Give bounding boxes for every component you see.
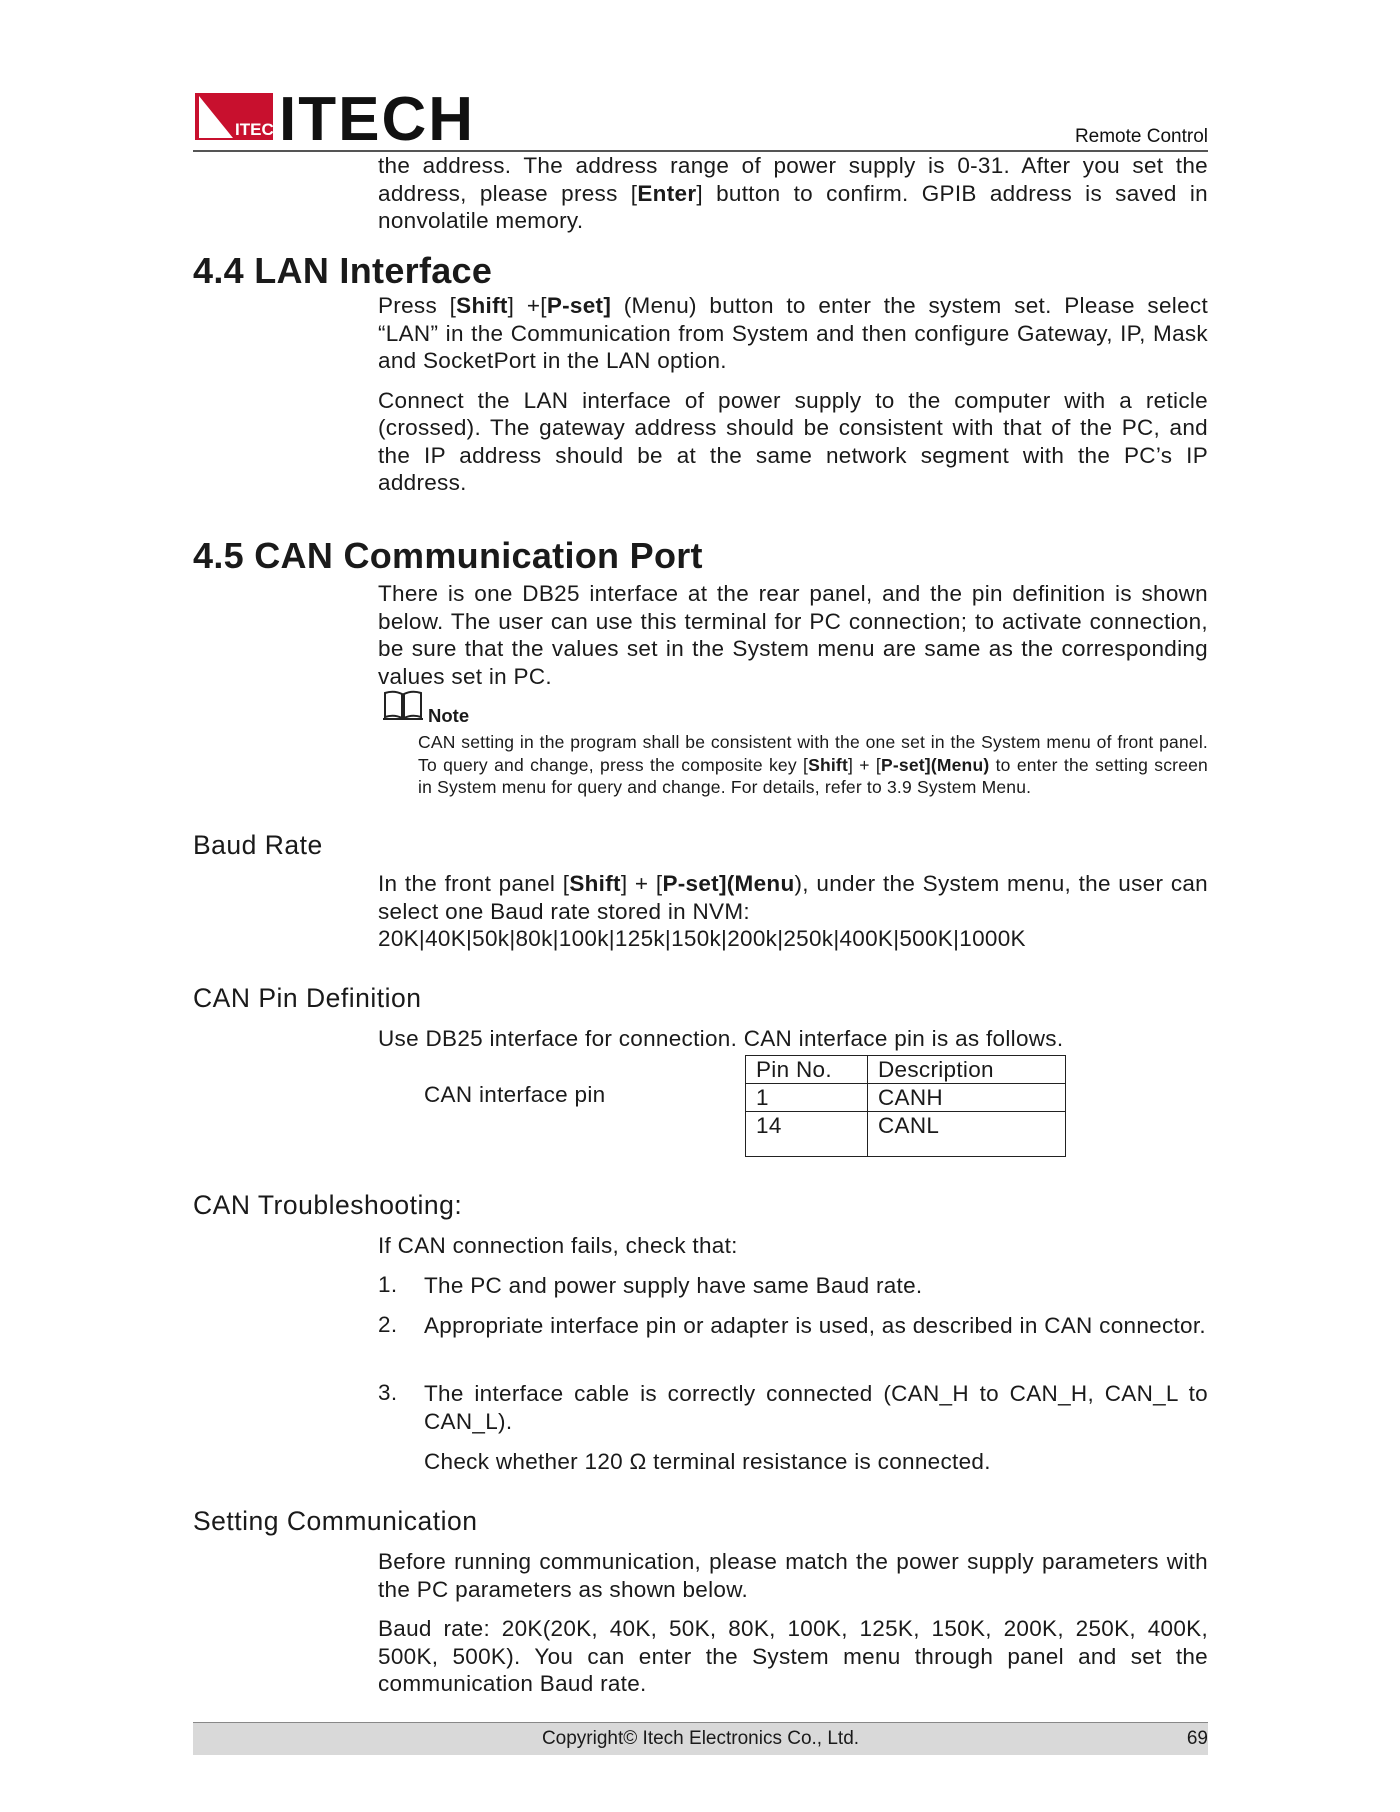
setting-heading: Setting Communication (193, 1506, 478, 1536)
footer (193, 1722, 1208, 1755)
note-text: CAN setting in the program shall be consistent with the one set in the System menu of front panel. To query and change, press the composite key [Shift] + [P-set](Menu) to enter the setting screen in System menu for query and change. For details, refer to 3.9 System Menu. (418, 732, 1208, 797)
note-label: Note (428, 705, 470, 726)
table-header-cell: Description (868, 1056, 1066, 1084)
header-section-title: Remote Control (1074, 126, 1208, 147)
baud-rate-list: 20K|40K|50k|80k|100k|125k|150k|200k|250k|400K|500K|1000K (378, 926, 1026, 951)
list-item: The interface cable is correctly connected (CAN_H to CAN_H, CAN_L to CAN_L). (424, 1381, 1208, 1434)
table-row (746, 1112, 1066, 1157)
pin-caption: CAN interface pin (424, 1082, 606, 1107)
pin-table (745, 1055, 1066, 1157)
lan-paragraph-1: Press [Shift] +[P-set] (Menu) button to enter the system set. Please select “LAN” in the Communication from System and then configure Gateway, IP, Mask and SocketPort in the LAN option. (378, 293, 1208, 373)
lan-heading: 4.4 LAN Interface (193, 250, 493, 291)
enter-key: Enter (637, 180, 697, 206)
setting-paragraph-1: Before running communication, please match the power supply parameters with the PC parameters as shown below. (378, 1549, 1208, 1602)
table-row (746, 1084, 1066, 1112)
list-item-number: 1. (378, 1272, 398, 1297)
logo-wordmark: ITECH (279, 88, 475, 146)
lan-paragraph-2: Connect the LAN interface of power supply to the computer with a reticle (crossed). The gateway address should be consistent with that of the PC, and the IP address should be at the same network segment with the PC’s IP address. (378, 387, 1208, 495)
list-item-number: 2. (378, 1312, 398, 1337)
lan-body (378, 292, 1208, 497)
book-icon (382, 690, 424, 722)
trouble-intro: If CAN connection fails, check that: (378, 1233, 738, 1258)
list-item-number: 3. (378, 1380, 398, 1405)
pin-heading: CAN Pin Definition (193, 983, 422, 1013)
footer-copyright: Copyright© Itech Electronics Co., Ltd. (541, 1728, 860, 1749)
table-cell: 14 (746, 1112, 868, 1157)
table-header-row (746, 1056, 1066, 1084)
table-cell: 1 (746, 1084, 868, 1112)
list-item: The PC and power supply have same Baud rate. (424, 1273, 923, 1298)
can-heading: 4.5 CAN Communication Port (193, 535, 703, 576)
logo-badge-text: ITECH (235, 120, 286, 139)
baud-paragraph: In the front panel [Shift] + [P-set](Menu), under the System menu, the user can select one Baud rate stored in NVM: 20K|40K|50k|80k|100k|125k|150k|200k|250k|400K|500K|1000K (378, 871, 1208, 951)
pin-intro: Use DB25 interface for connection. CAN interface pin is as follows. (378, 1026, 1064, 1051)
table-cell: CANH (868, 1084, 1066, 1112)
resistance-check: Check whether 120 Ω terminal resistance is connected. (424, 1449, 991, 1474)
setting-paragraph-2: Baud rate: 20K(20K, 40K, 50K, 80K, 100K, 125K, 150K, 200K, 250K, 400K, 500K, 500K). You can enter the System menu through panel and set the communication Baud rate. (378, 1616, 1208, 1696)
itech-logo (195, 88, 485, 146)
table-cell: CANL (868, 1112, 1066, 1157)
trouble-heading: CAN Troubleshooting: (193, 1190, 463, 1220)
list-item: Appropriate interface pin or adapter is used, as described in CAN connector. (424, 1313, 1206, 1338)
table-header-cell: Pin No. (746, 1056, 868, 1084)
intro-paragraph: the address. The address range of power supply is 0-31. After you set the address, please press [Enter] button to confirm. GPIB address is saved in nonvolatile memory. (378, 153, 1208, 233)
setting-body (378, 1548, 1208, 1698)
can-paragraph: There is one DB25 interface at the rear panel, and the pin definition is shown below. The user can use this terminal for PC connection; to activate connection, be sure that the values set in the System menu are same as the corresponding values set in PC. (378, 581, 1208, 689)
baud-heading: Baud Rate (193, 830, 323, 860)
page-number: 69 (1186, 1728, 1208, 1749)
logo-graphic (195, 88, 485, 146)
